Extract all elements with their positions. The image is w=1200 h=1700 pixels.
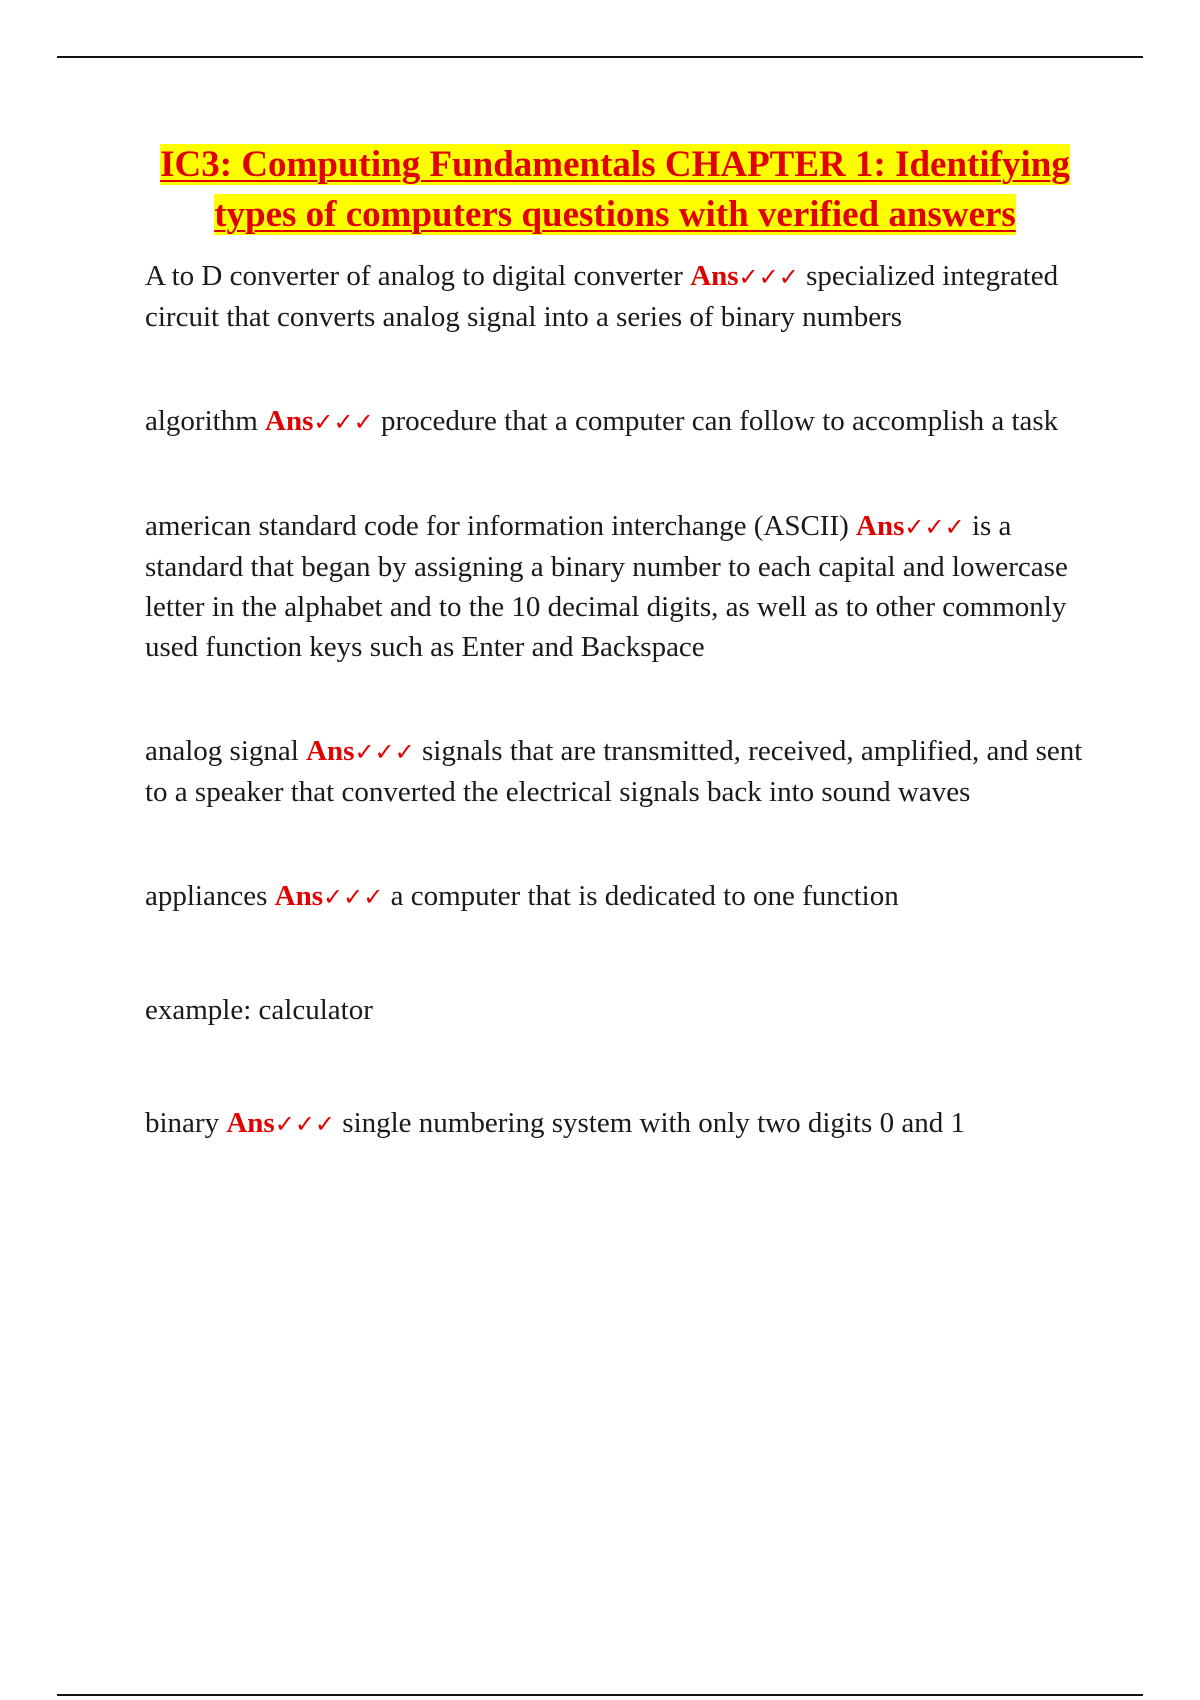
checkmark-icon: ✓✓✓ [274, 1110, 336, 1138]
document-title [145, 140, 1085, 240]
example-note [145, 990, 1085, 1030]
document-title-text: IC3: Computing Fundamentals CHAPTER 1: Identifying types of computers questions with verified answers [160, 144, 1070, 235]
entry-definition: is a standard that began by assigning a binary number to each capital and lowercase letter in the alphabet and to the 10 decimal digits, as well as to other commonly used function keys such as Enter and Backspace [145, 510, 1068, 663]
qa-entry [145, 506, 1085, 667]
entry-definition: single numbering system with only two digits 0 and 1 [342, 1107, 965, 1139]
entry-term: american standard code for information interchange (ASCII) [145, 510, 849, 542]
qa-entry [145, 401, 1085, 442]
document-page [145, 140, 1085, 1144]
qa-entry [145, 731, 1085, 812]
entry-term: binary [145, 1107, 220, 1139]
checkmark-icon: ✓✓✓ [313, 408, 374, 436]
entry-definition: specialized integrated circuit that converts analog signal into a series of binary numbers [145, 260, 1059, 333]
checkmark-icon: ✓✓✓ [738, 263, 799, 291]
checkmark-icon: ✓✓✓ [904, 513, 965, 541]
entry-term: A to D converter of analog to digital converter [145, 260, 683, 292]
answer-label: Ans [306, 735, 355, 767]
checkmark-icon: ✓✓✓ [354, 738, 415, 766]
entry-term: analog signal [145, 735, 299, 767]
answer-label: Ans [856, 510, 905, 542]
qa-entry [145, 256, 1085, 337]
entry-definition: signals that are transmitted, received, amplified, and sent to a speaker that converted the electrical signals back into sound waves [145, 735, 1083, 808]
checkmark-icon: ✓✓✓ [323, 883, 384, 911]
bottom-rule [57, 1694, 1143, 1696]
example-note-text: example: calculator [145, 994, 373, 1026]
answer-label: Ans [274, 880, 323, 912]
qa-entry [145, 1103, 1085, 1144]
entry-term: algorithm [145, 405, 258, 437]
entry-definition: procedure that a computer can follow to accomplish a task [380, 405, 1059, 437]
answer-label: Ans [226, 1107, 275, 1139]
qa-entry [145, 876, 1085, 917]
entry-definition: a computer that is dedicated to one function [390, 880, 899, 912]
answer-label: Ans [265, 405, 314, 437]
entry-term: appliances [145, 880, 268, 912]
answer-label: Ans [690, 260, 739, 292]
top-rule [57, 56, 1143, 58]
